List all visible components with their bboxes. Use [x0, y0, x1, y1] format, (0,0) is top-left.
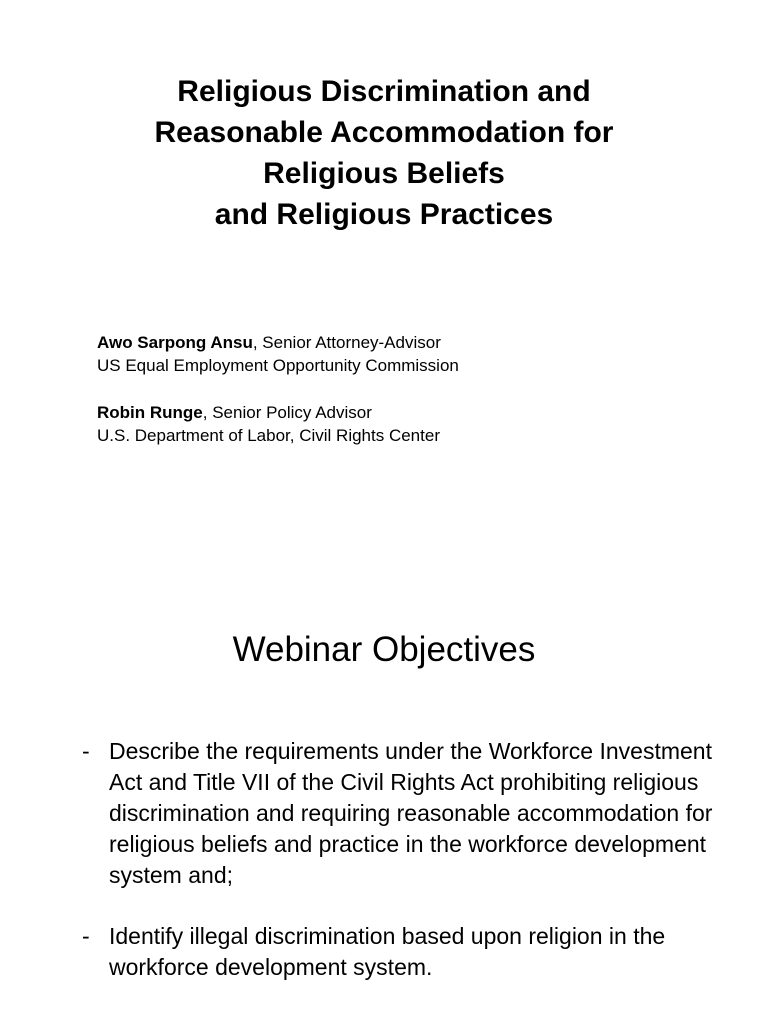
objective-text: Identify illegal discrimination based upon religion in the workforce development system. [109, 923, 666, 980]
slide-objectives [0, 512, 768, 1024]
presentation-title [0, 71, 768, 235]
title-line: Reasonable Accommodation for [154, 116, 614, 149]
presenter-role: , Senior Attorney-Advisor [252, 333, 441, 352]
presenter-organization: US Equal Employment Opportunity Commission [97, 356, 459, 375]
bullet-dash: - [82, 923, 90, 949]
presenter-entry [97, 331, 459, 377]
objective-item [82, 736, 722, 891]
presenter-list [97, 331, 459, 471]
title-line: Religious Discrimination and [177, 75, 591, 108]
presenter-role: , Senior Policy Advisor [202, 403, 372, 422]
title-line: Religious Beliefs [263, 157, 505, 190]
bullet-dash: - [82, 738, 90, 764]
objectives-list [82, 736, 722, 1013]
objective-text: Describe the requirements under the Workforce Investment Act and Title VII of the Civil Rights Act prohibiting religious discrimination and requiring reasonable accommodation for religious beliefs and practice in the workforce development system and; [109, 738, 713, 888]
objective-item [82, 921, 722, 983]
presenter-name-line [97, 401, 459, 424]
objectives-heading: Webinar Objectives [232, 630, 536, 669]
presenter-name: Robin Runge [97, 403, 203, 422]
presenter-organization: U.S. Department of Labor, Civil Rights Center [97, 426, 440, 445]
presenter-name: Awo Sarpong Ansu [97, 333, 253, 352]
title-line: and Religious Practices [214, 198, 554, 231]
presenter-name-line [97, 331, 459, 354]
presenter-entry [97, 401, 459, 447]
